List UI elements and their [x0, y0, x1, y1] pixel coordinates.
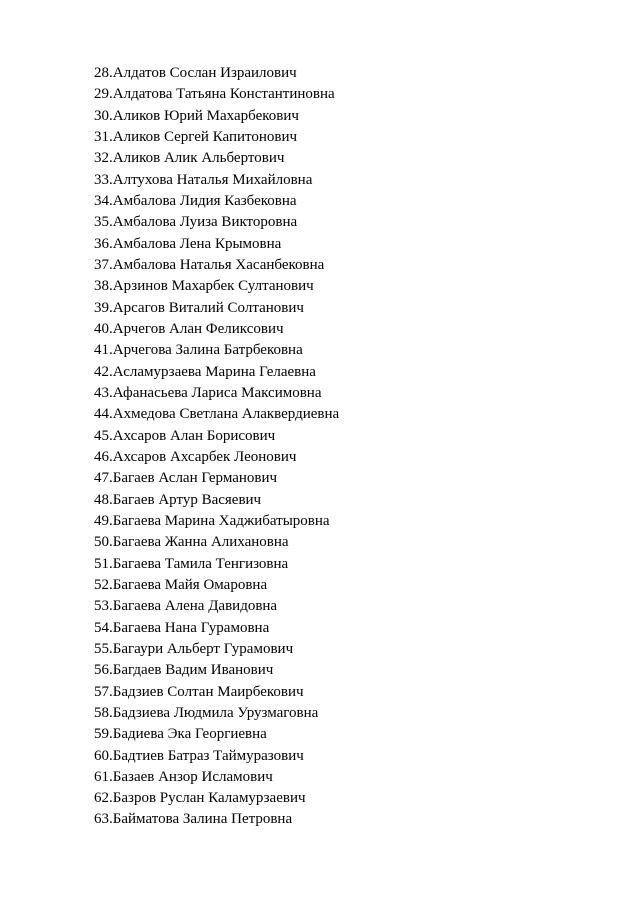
list-item: 62.Базров Руслан Каламурзаевич	[94, 790, 306, 807]
list-item: 55.Багаури Альберт Гурамович	[94, 640, 294, 657]
list-item: 43.Афанасьева Лариса Максимовна	[94, 384, 322, 401]
list-item: 34.Амбалова Лидия Казбековна	[94, 192, 297, 209]
list-item: 37.Амбалова Наталья Хасанбековна	[94, 256, 325, 273]
list-item: 46.Ахсаров Ахсарбек Леонович	[94, 448, 297, 465]
list-item: 44.Ахмедова Светлана Алаквердиевна	[94, 406, 340, 423]
list-item: 53.Багаева Алена Давидовна	[94, 598, 278, 615]
list-item: 54.Багаева Нана Гурамовна	[94, 619, 270, 636]
list-item: 39.Арсагов Виталий Солтанович	[94, 299, 304, 316]
name-list	[94, 63, 339, 831]
list-item: 61.Базаев Анзор Исламович	[94, 768, 273, 785]
list-item: 50.Багаева Жанна Алихановна	[94, 534, 289, 551]
list-item: 42.Асламурзаева Марина Гелаевна	[94, 363, 316, 380]
list-item: 45.Ахсаров Алан Борисович	[94, 427, 276, 444]
list-item: 30.Аликов Юрий Махарбекович	[94, 107, 299, 124]
list-item: 57.Бадзиев Солтан Маирбекович	[94, 683, 304, 700]
list-item: 41.Арчегова Залина Батрбековна	[94, 342, 303, 359]
list-item: 56.Багдаев Вадим Иванович	[94, 662, 274, 679]
list-item: 28.Алдатов Сослан Израилович	[94, 65, 297, 81]
list-item: 38.Арзинов Махарбек Султанович	[94, 278, 314, 295]
list-item: 49.Багаева Марина Хаджибатыровна	[94, 512, 330, 529]
list-item: 60.Бадтиев Батраз Таймуразович	[94, 747, 304, 764]
list-item: 59.Бадиева Эка Георгиевна	[94, 726, 267, 743]
list-item: 33.Алтухова Наталья Михайловна	[94, 171, 313, 188]
list-item: 58.Бадзиева Людмила Урузмаговна	[94, 704, 319, 721]
list-item: 35.Амбалова Луиза Викторовна	[94, 214, 298, 231]
list-item: 51.Багаева Тамила Тенгизовна	[94, 555, 289, 572]
list-item: 40.Арчегов Алан Феликсович	[94, 320, 284, 337]
list-item: 31.Аликов Сергей Капитонович	[94, 128, 298, 145]
list-item: 36.Амбалова Лена Крымовна	[94, 235, 282, 252]
list-item: 29.Алдатова Татьяна Константиновна	[94, 86, 335, 103]
list-item: 63.Байматова Залина Петровна	[94, 811, 293, 828]
list-item: 52.Багаева Майя Омаровна	[94, 576, 268, 593]
list-item: 32.Аликов Алик Альбертович	[94, 150, 285, 167]
list-item: 47.Багаев Аслан Германович	[94, 470, 278, 487]
list-item: 48.Багаев Артур Васяевич	[94, 491, 262, 508]
